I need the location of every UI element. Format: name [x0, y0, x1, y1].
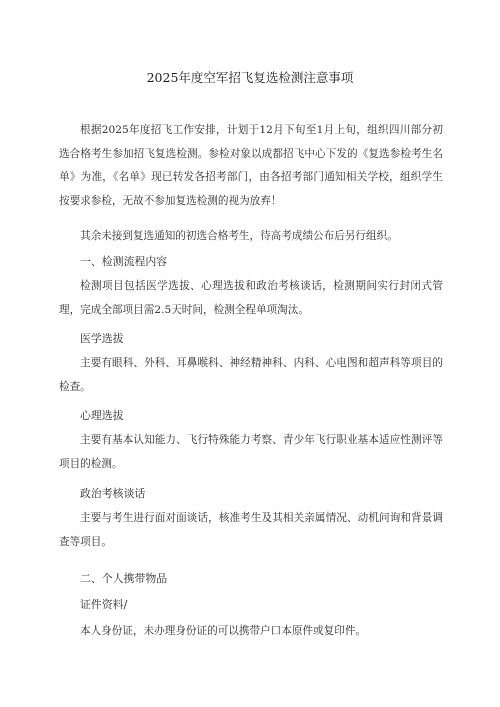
- political-paragraph: 主要与考生进行面对面谈话，核准考生及其相关亲属情况、动机问询和背景调查等项目。: [59, 512, 443, 548]
- psych-paragraph: 主要有基本认知能力、飞行特殊能力考察、青少年飞行职业基本适应性测评等项目的检测。: [59, 434, 443, 470]
- documents-paragraph: 本人身份证，未办理身份证的可以携带户口本原件或复印件。: [80, 625, 367, 637]
- section-heading-process: 一、检测流程内容: [80, 255, 168, 268]
- process-paragraph: 检测项目包括医学选拔、心理选拔和政治考核谈话，检测期间实行封闭式管理，完成全部项目需2.5天时间，检测全程单项淘汰。: [59, 280, 443, 316]
- document-title: 2025年度空军招飞复选检测注意事项: [146, 70, 354, 85]
- subheading-medical: 医学选拔: [80, 332, 124, 345]
- section-heading-items: 二、个人携带物品: [80, 572, 168, 585]
- intro-paragraph: 根据2025年度招飞工作安排，计划于12月下旬至1月上旬，组织四川部分初选合格考生参加招飞复选检测。参检对象以成都招飞中心下发的《复选参检考生名单》为准，《名单》现已转发各招考部门，由各招考部门通知相关学校，组织学生按要求参检，无故不参加复选检测的视为放弃！: [59, 124, 443, 207]
- note-paragraph: 其余未接到复选通知的初选合格考生，待高考成绩公布后另行组织。: [80, 230, 398, 242]
- subheading-political: 政治考核谈话: [80, 487, 146, 500]
- subheading-psych: 心理选拔: [80, 409, 124, 422]
- medical-paragraph: 主要有眼科、外科、耳鼻喉科、神经精神科、内科、心电图和超声科等项目的检查。: [59, 357, 443, 393]
- subheading-documents: 证件资料/: [80, 598, 128, 611]
